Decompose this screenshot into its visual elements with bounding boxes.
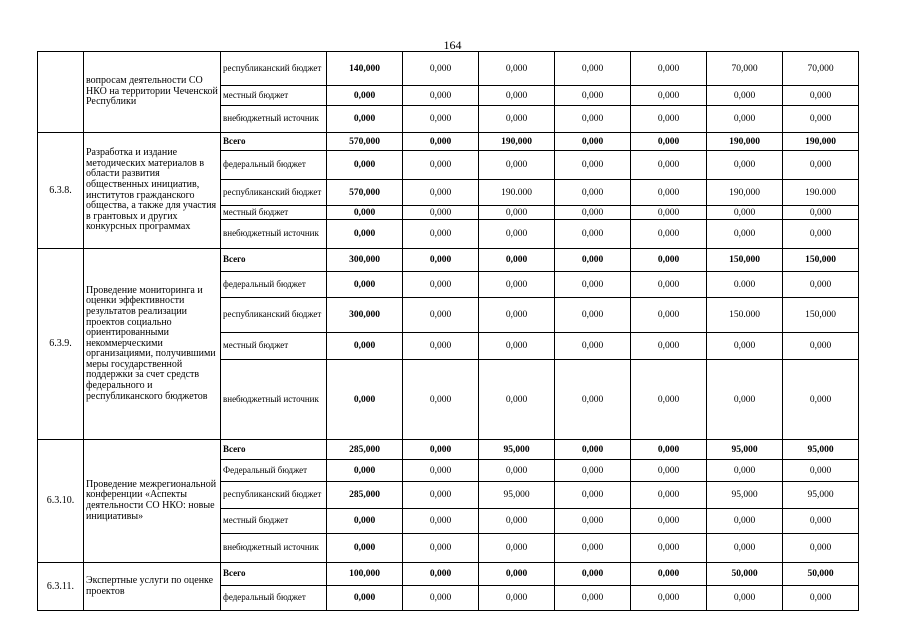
amount-cell: 0,000 <box>631 151 707 180</box>
amount-cell: 300,000 <box>327 249 403 272</box>
amount-cell: 0,000 <box>403 298 479 333</box>
amount-cell: 0,000 <box>327 333 403 360</box>
amount-cell: 0,000 <box>707 509 783 534</box>
table-row <box>38 52 859 86</box>
funding-source: федеральный бюджет <box>221 151 327 180</box>
funding-source: республиканский бюджет <box>221 482 327 509</box>
amount-cell: 0,000 <box>479 220 555 249</box>
funding-source: внебюджетный источник <box>221 220 327 249</box>
amount-cell: 0,000 <box>403 86 479 106</box>
amount-cell: 0,000 <box>555 509 631 534</box>
budget-table <box>37 51 859 611</box>
activity-code: 6.3.8. <box>38 133 84 249</box>
page-number: 164 <box>443 38 462 52</box>
amount-cell: 0,000 <box>631 106 707 133</box>
funding-source: республиканский бюджет <box>221 180 327 206</box>
amount-cell: 0,000 <box>555 206 631 220</box>
amount-cell: 0,000 <box>631 460 707 482</box>
activity-title: Проведение мониторинга и оценки эффективности результатов реализации проектов социально ориентированными некоммерческими организациями, получившими меры государственной поддержки за счет средств федерального и республиканского бюджетов <box>84 249 221 440</box>
amount-cell: 0,000 <box>403 206 479 220</box>
amount-cell: 0,000 <box>479 249 555 272</box>
activity-code <box>38 52 84 133</box>
amount-cell: 0,000 <box>403 133 479 151</box>
amount-cell: 0,000 <box>631 534 707 563</box>
amount-cell: 0.000 <box>707 272 783 298</box>
amount-cell: 0,000 <box>783 206 859 220</box>
amount-cell: 0,000 <box>783 86 859 106</box>
amount-cell: 0,000 <box>327 534 403 563</box>
amount-cell: 0,000 <box>555 298 631 333</box>
amount-cell: 0,000 <box>403 333 479 360</box>
amount-cell: 100,000 <box>327 563 403 586</box>
amount-cell: 0,000 <box>479 106 555 133</box>
amount-cell: 0,000 <box>707 360 783 440</box>
amount-cell: 0,000 <box>707 220 783 249</box>
table-row <box>38 249 859 272</box>
amount-cell: 0,000 <box>327 586 403 611</box>
amount-cell: 0,000 <box>555 86 631 106</box>
amount-cell: 0,000 <box>403 440 479 460</box>
amount-cell: 0,000 <box>327 151 403 180</box>
amount-cell: 0,000 <box>707 86 783 106</box>
amount-cell: 190,000 <box>783 133 859 151</box>
amount-cell: 0,000 <box>631 509 707 534</box>
amount-cell: 95,000 <box>707 440 783 460</box>
amount-cell: 0,000 <box>555 220 631 249</box>
amount-cell: 0,000 <box>783 360 859 440</box>
amount-cell: 0,000 <box>403 220 479 249</box>
amount-cell: 95,000 <box>707 482 783 509</box>
amount-cell: 0,000 <box>631 440 707 460</box>
amount-cell: 0,000 <box>707 106 783 133</box>
amount-cell: 0,000 <box>555 440 631 460</box>
amount-cell: 140,000 <box>327 52 403 86</box>
amount-cell: 0,000 <box>631 586 707 611</box>
amount-cell: 0,000 <box>403 563 479 586</box>
funding-source: Всего <box>221 563 327 586</box>
amount-cell: 0,000 <box>783 151 859 180</box>
table-row <box>38 563 859 586</box>
funding-source: местный бюджет <box>221 333 327 360</box>
amount-cell: 0,000 <box>555 180 631 206</box>
activity-code: 6.3.9. <box>38 249 84 440</box>
funding-source: республиканский бюджет <box>221 298 327 333</box>
amount-cell: 0,000 <box>707 586 783 611</box>
amount-cell: 95,000 <box>479 440 555 460</box>
funding-source: внебюджетный источник <box>221 534 327 563</box>
amount-cell: 0,000 <box>707 206 783 220</box>
amount-cell: 0,000 <box>555 586 631 611</box>
amount-cell: 95,000 <box>479 482 555 509</box>
amount-cell: 0,000 <box>631 333 707 360</box>
funding-source: федеральный бюджет <box>221 272 327 298</box>
amount-cell: 285,000 <box>327 482 403 509</box>
funding-source: федеральный бюджет <box>221 586 327 611</box>
amount-cell: 0,000 <box>783 586 859 611</box>
amount-cell: 0,000 <box>403 249 479 272</box>
amount-cell: 0,000 <box>555 52 631 86</box>
activity-title: Проведение межрегиональной конференции «Аспекты деятельности СО НКО: новые инициативы» <box>84 440 221 563</box>
amount-cell: 50,000 <box>707 563 783 586</box>
amount-cell: 0,000 <box>707 151 783 180</box>
amount-cell: 0,000 <box>479 298 555 333</box>
amount-cell: 150,000 <box>707 249 783 272</box>
amount-cell: 0,000 <box>555 151 631 180</box>
amount-cell: 190,000 <box>479 133 555 151</box>
amount-cell: 0,000 <box>555 563 631 586</box>
funding-source: Всего <box>221 133 327 151</box>
amount-cell: 0,000 <box>555 534 631 563</box>
amount-cell: 0,000 <box>479 360 555 440</box>
amount-cell: 570,000 <box>327 180 403 206</box>
funding-source: внебюджетный источник <box>221 360 327 440</box>
amount-cell: 0,000 <box>403 509 479 534</box>
amount-cell: 0,000 <box>783 509 859 534</box>
amount-cell: 0,000 <box>403 482 479 509</box>
amount-cell: 150,000 <box>783 298 859 333</box>
amount-cell: 190.000 <box>479 180 555 206</box>
amount-cell: 0,000 <box>631 249 707 272</box>
amount-cell: 0,000 <box>631 298 707 333</box>
amount-cell: 0,000 <box>403 106 479 133</box>
amount-cell: 0,000 <box>555 272 631 298</box>
amount-cell: 0,000 <box>479 586 555 611</box>
amount-cell: 0,000 <box>555 133 631 151</box>
amount-cell: 0,000 <box>707 460 783 482</box>
amount-cell: 0,000 <box>403 460 479 482</box>
amount-cell: 95,000 <box>783 482 859 509</box>
amount-cell: 0,000 <box>707 333 783 360</box>
amount-cell: 190,000 <box>707 133 783 151</box>
amount-cell: 570,000 <box>327 133 403 151</box>
activity-code: 6.3.11. <box>38 563 84 611</box>
funding-source: местный бюджет <box>221 509 327 534</box>
activity-title: вопросам деятельности СО НКО на территории Чеченской Республики <box>84 52 221 133</box>
amount-cell: 190.000 <box>783 180 859 206</box>
amount-cell: 0,000 <box>327 272 403 298</box>
amount-cell: 0,000 <box>479 460 555 482</box>
amount-cell: 0,000 <box>479 151 555 180</box>
amount-cell: 0,000 <box>327 460 403 482</box>
funding-source: внебюджетный источник <box>221 106 327 133</box>
funding-source: местный бюджет <box>221 86 327 106</box>
amount-cell: 70,000 <box>783 52 859 86</box>
amount-cell: 0,000 <box>631 360 707 440</box>
amount-cell: 150.000 <box>707 298 783 333</box>
amount-cell: 0,000 <box>783 333 859 360</box>
amount-cell: 0,000 <box>403 534 479 563</box>
amount-cell: 0,000 <box>631 52 707 86</box>
amount-cell: 0,000 <box>555 482 631 509</box>
amount-cell: 0,000 <box>479 86 555 106</box>
amount-cell: 0,000 <box>327 206 403 220</box>
funding-source: республиканский бюджет <box>221 52 327 86</box>
amount-cell: 0,000 <box>327 360 403 440</box>
amount-cell: 0,000 <box>631 482 707 509</box>
table-row <box>38 133 859 151</box>
amount-cell: 0,000 <box>479 206 555 220</box>
amount-cell: 0,000 <box>479 534 555 563</box>
amount-cell: 0,000 <box>555 360 631 440</box>
funding-source: местный бюджет <box>221 206 327 220</box>
amount-cell: 0,000 <box>783 106 859 133</box>
amount-cell: 150,000 <box>783 249 859 272</box>
amount-cell: 300,000 <box>327 298 403 333</box>
amount-cell: 70,000 <box>707 52 783 86</box>
amount-cell: 0,000 <box>403 272 479 298</box>
amount-cell: 0,000 <box>783 272 859 298</box>
amount-cell: 0,000 <box>327 220 403 249</box>
amount-cell: 0,000 <box>403 151 479 180</box>
amount-cell: 0,000 <box>631 133 707 151</box>
amount-cell: 0,000 <box>327 509 403 534</box>
activity-code: 6.3.10. <box>38 440 84 563</box>
amount-cell: 0,000 <box>631 180 707 206</box>
amount-cell: 0,000 <box>783 220 859 249</box>
amount-cell: 0,000 <box>479 509 555 534</box>
amount-cell: 0,000 <box>555 106 631 133</box>
amount-cell: 0,000 <box>631 563 707 586</box>
amount-cell: 0,000 <box>783 534 859 563</box>
amount-cell: 285,000 <box>327 440 403 460</box>
amount-cell: 0,000 <box>403 180 479 206</box>
amount-cell: 0,000 <box>403 586 479 611</box>
table-row <box>38 440 859 460</box>
amount-cell: 0,000 <box>555 460 631 482</box>
amount-cell: 0,000 <box>631 220 707 249</box>
amount-cell: 0,000 <box>479 272 555 298</box>
amount-cell: 0,000 <box>707 534 783 563</box>
activity-title: Разработка и издание методических материалов в области развития общественных инициатив, институтов гражданского общества, а также для участия в грантовых и других конкурсных программах <box>84 133 221 249</box>
amount-cell: 0,000 <box>479 563 555 586</box>
amount-cell: 0,000 <box>555 249 631 272</box>
amount-cell: 0,000 <box>403 52 479 86</box>
funding-source: Всего <box>221 249 327 272</box>
amount-cell: 0,000 <box>631 206 707 220</box>
amount-cell: 95,000 <box>783 440 859 460</box>
funding-source: Федеральный бюджет <box>221 460 327 482</box>
amount-cell: 0,000 <box>327 86 403 106</box>
amount-cell: 0,000 <box>403 360 479 440</box>
activity-title: Экспертные услуги по оценке проектов <box>84 563 221 611</box>
amount-cell: 0,000 <box>555 333 631 360</box>
funding-source: Всего <box>221 440 327 460</box>
amount-cell: 0,000 <box>783 460 859 482</box>
amount-cell: 190,000 <box>707 180 783 206</box>
amount-cell: 0,000 <box>479 52 555 86</box>
amount-cell: 0,000 <box>631 86 707 106</box>
amount-cell: 0,000 <box>327 106 403 133</box>
amount-cell: 0,000 <box>479 333 555 360</box>
amount-cell: 0,000 <box>631 272 707 298</box>
amount-cell: 50,000 <box>783 563 859 586</box>
